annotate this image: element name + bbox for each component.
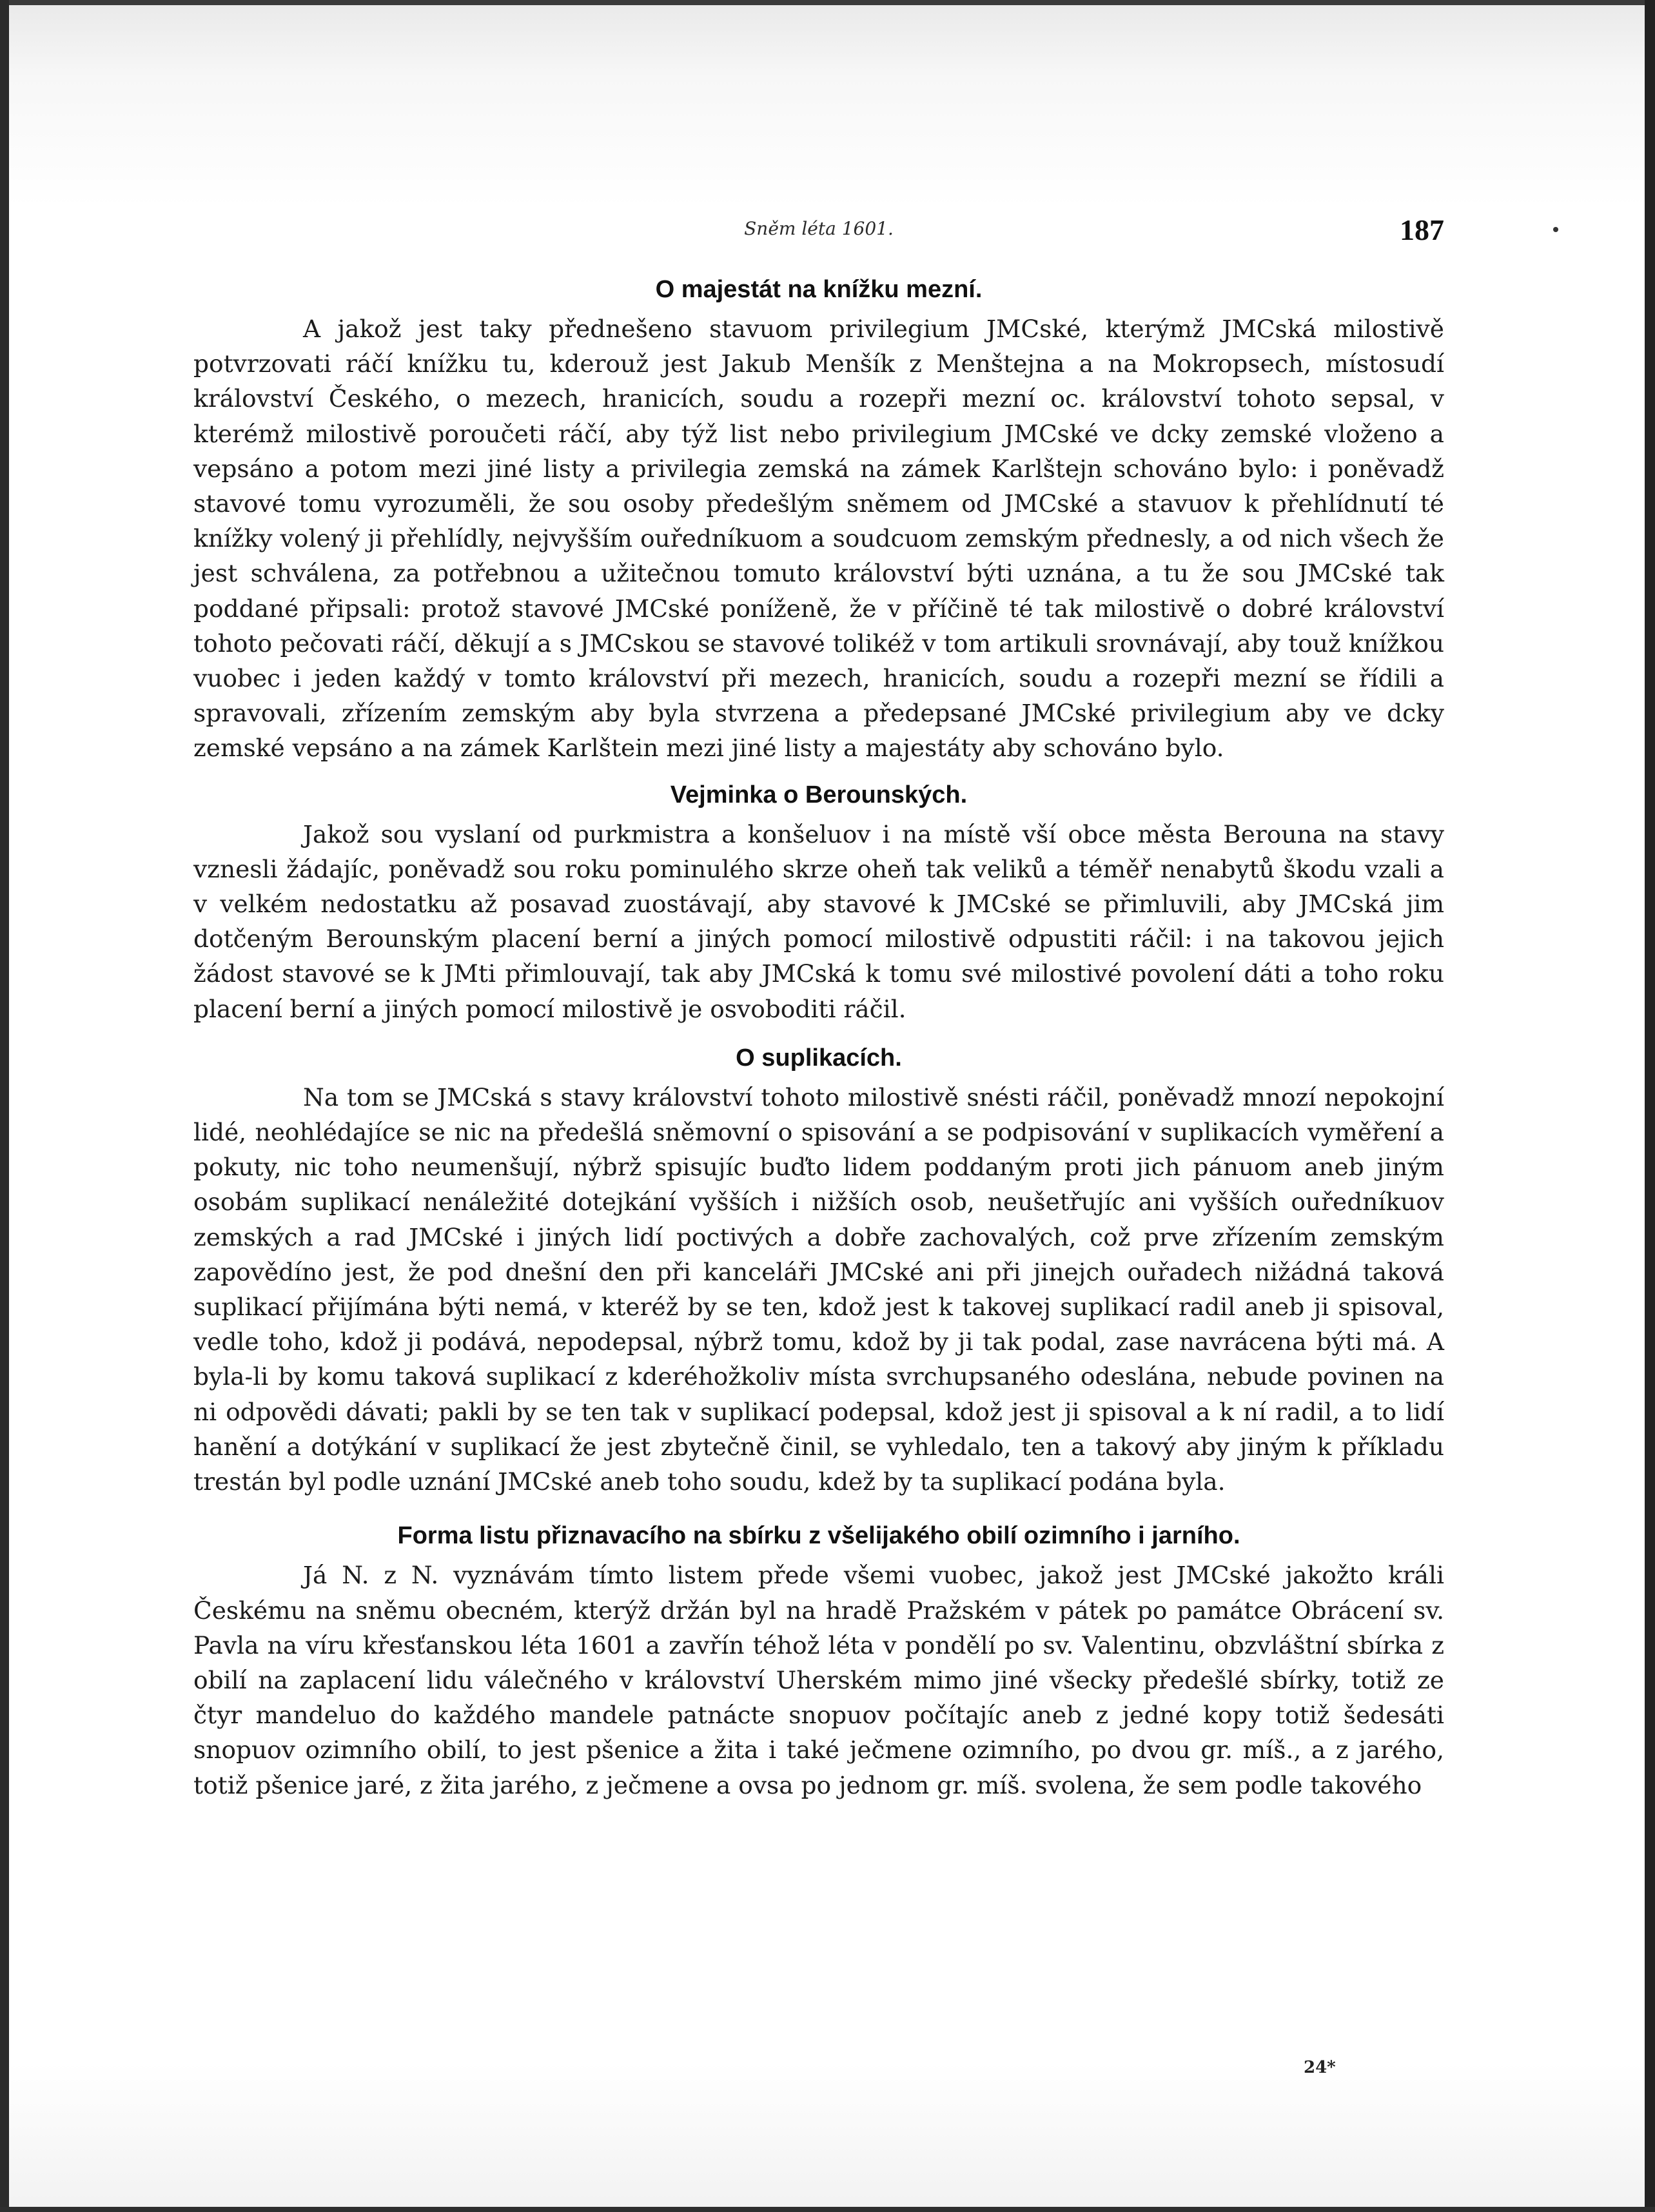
scan-speck <box>1553 227 1558 232</box>
scan-edge-right <box>1645 0 1655 2212</box>
section-majestat <box>193 276 1444 766</box>
page-number: 187 <box>1400 213 1444 246</box>
section-title: Forma listu přiznavacího na sbírku z všelijakého obilí ozimního i jarního. <box>397 1522 1240 1550</box>
scan-edge-left <box>0 0 9 2212</box>
section-title: O majestát na knížku mezní. <box>655 276 983 303</box>
page-header <box>193 213 1444 251</box>
scan-edge-top <box>0 0 1655 5</box>
section-suplikacich <box>193 1044 1444 1499</box>
signature-mark: 24* <box>1304 2058 1336 2077</box>
section-paragraph: Na tom se JMCská s stavy království tohoto milostivě snésti ráčil, poněvadž mnozí nepokojní lidé, neohlédajíce se nic na předešlá sněmovní o spisování a se podpisování v suplikacích vyměření a pokuty, nic toho neumenšují, nýbrž spisujíc buďto lidem poddaným proti jich pánuom aneb jiným osobám suplikací nenáležité dotejkání vyšších i nižších osob, neušetřujíc ani vyšších ouředníkuov zemských a rad JMCské i jiných lidí poctivých a dobře zachovalých, což prve zřízením zemským zapovědíno jest, že pod dnešní den při kanceláři JMCské ani při jinejch ouřadech nižádná taková suplikací přijímána býti nemá, v kteréž by se ten, kdož jest k takovej suplikací radil aneb ji spisoval, vedle toho, kdož ji podává, nepodepsal, nýbrž tomu, kdož by ji tak podal, zase navrácena býti má. A byla-li by komu taková suplikací z kderéhožkoliv místa svrchupsaného odeslána, nebude povinen na ni odpovědi dávati; pakli by se ten tak v suplikací podepsal, kdož jest ji spisoval a k ní radil, a to lidí hanění a dotýkání v suplikací že jest zbytečně činil, se vyhledalo, ten a takový aby jiným k příkladu trestán byl podle uznání JMCské aneb toho soudu, kdež by ta suplikací podána byla. <box>193 1082 1444 1496</box>
section-title: Vejminka o Berounských. <box>670 781 968 808</box>
section-paragraph: A jakož jest taky přednešeno stavuom privilegium JMCské, kterýmž JMCská milostivě potvrzovati ráčí knížku tu, kderouž jest Jakub Menšík z Menštejna a na Mokropsech, místosudí království Českého, o mezech, hranicích, soudu a rozepři mezní oc. království tohoto sepsal, v kterémž milostivě poroučeti ráčí, aby týž list nebo privilegium JMCské ve dcky zemské vloženo a vepsáno a potom mezi jiné listy a privilegia zemská na zámek Karlštejn schováno bylo: i poněvadž stavové tomu vyrozuměli, že sou osoby předešlým sněmem od JMCské a stavuov k přehlídnutí té knížky volený ji přehlídly, nejvyšším ouředníkuom a soudcuom zemským přednesly, a od nich všech že jest schválena, za potřebnou a užitečnou tomuto království býti uznána, a tu že sou JMCské tak poddané připsali: protož stavové JMCské poníženě, že v příčině té tak milostivě o dobré království tohoto pečovati ráčí, děkují a s JMCskou se stavové tolikéž v tom artikuli srovnávají, aby touž knížkou vuobec i jeden každý v tomto království při mezech, hranicích, soudu a rozepři mezní se řídili a spravovali, zřízením zemským aby byla stvrzena a předepsané JMCské privilegium aby ve dcky zemské vepsáno a na zámek Karlštein mezi jiné listy a majestáty aby schováno bylo. <box>193 315 1444 763</box>
section-berounskych <box>193 781 1444 1026</box>
page-body <box>193 276 1444 1803</box>
running-head: Sněm léta 1601. <box>744 218 894 239</box>
scan-edge-bottom <box>0 2207 1655 2212</box>
section-forma-listu <box>193 1522 1444 1802</box>
section-paragraph: Jakož sou vyslaní od purkmistra a konšeluov i na místě vší obce města Berouna na stavy vznesli žádajíc, poněvadž sou roku pominulého skrze oheň tak veliků a téměř nenabytů škodu vzali a v velkém nedostatku až posavad zuostávají, aby stavové k JMCské se přimluvili, aby JMCská jim dotčeným Berounským placení berní a jiných pomocí milostivě odpustiti ráčil: i na takovou jejich žádost stavové se k JMti přimlouvají, tak aby JMCská k tomu své milostivé povolení dáti a toho roku placení berní a jiných pomocí milostivě je osvoboditi ráčil. <box>193 819 1444 1023</box>
section-title: O suplikacích. <box>736 1044 902 1072</box>
section-paragraph: Já N. z N. vyznávám tímto listem přede všemi vuobec, jakož jest JMCské jakožto králi Českému na sněmu obecném, kterýž držán byl na hradě Pražském v pátek po památce Obrácení sv. Pavla na víru křesťanskou léta 1601 a zavřín téhož léta v pondělí po sv. Valentinu, obzvláštní sbírka z obilí na zaplacení lidu válečného v království Uherském mimo jiné všecky předešlé sbírky, totiž ze čtyr mandeluo do každého mandele patnácte snopuov počítajíc aneb z jedné kopy totiž šedesáti snopuov ozimního obilí, to jest pšenice a žita i také ječmene ozimního, po dvou gr. míš., a z jarého, totiž pšenice jaré, z žita jarého, z ječmene a ovsa po jednom gr. míš. svolena, že sem podle takového <box>193 1561 1444 1799</box>
